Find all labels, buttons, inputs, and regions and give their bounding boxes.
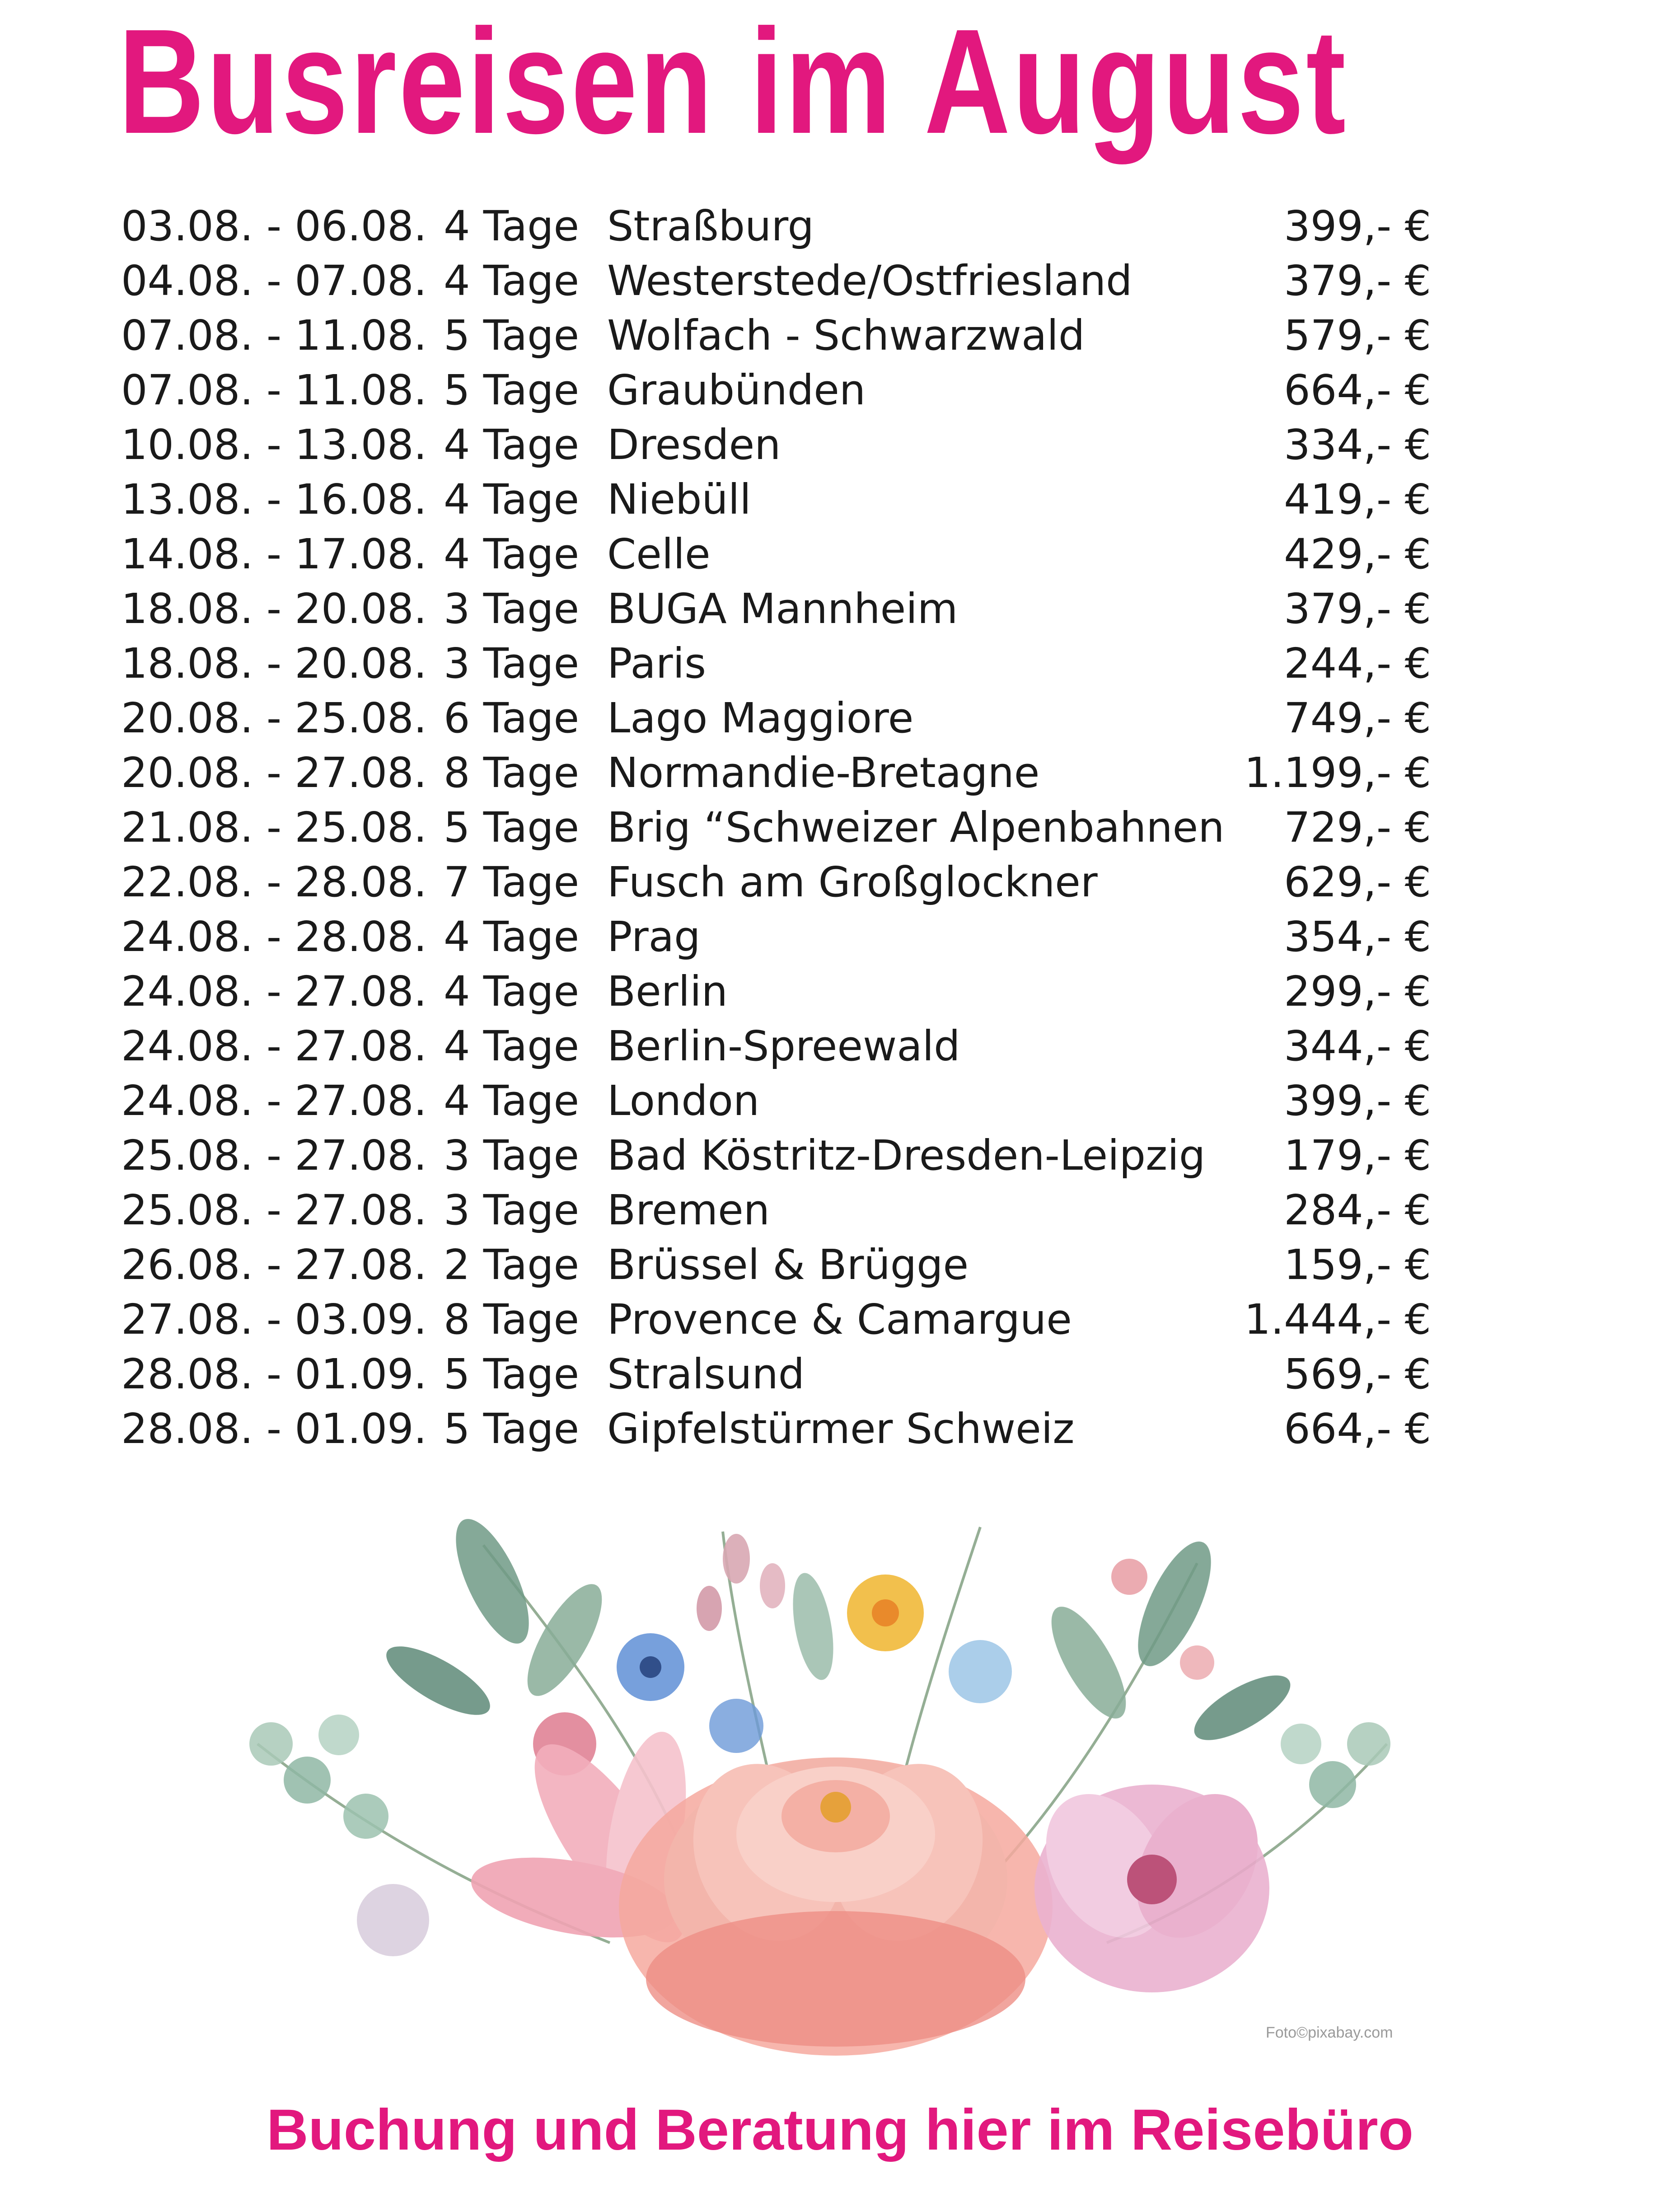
trip-price: 399,- € [1284, 1077, 1431, 1125]
trip-price: 379,- € [1284, 585, 1431, 633]
trip-duration: 4 Tage [444, 257, 580, 305]
trip-destination: BUGA Mannheim [607, 585, 958, 633]
trip-duration: 3 Tage [444, 1131, 580, 1180]
trip-duration: 4 Tage [444, 1077, 580, 1125]
trip-price: 1.444,- € [1244, 1295, 1431, 1344]
trip-price: 419,- € [1284, 475, 1431, 524]
trip-price: 299,- € [1284, 967, 1431, 1016]
trip-row [121, 527, 1431, 581]
trip-destination: Prag [607, 913, 701, 961]
trip-dates: 13.08. - 16.08. [121, 475, 427, 524]
trip-row [121, 1237, 1431, 1292]
trip-price: 664,- € [1284, 366, 1431, 414]
trip-destination: Bad Köstritz-Dresden-Leipzig [607, 1131, 1206, 1180]
trip-price: 379,- € [1284, 257, 1431, 305]
trip-dates: 07.08. - 11.08. [121, 311, 427, 360]
trip-row [121, 1292, 1431, 1347]
trip-destination: Paris [607, 639, 707, 688]
trip-dates: 24.08. - 27.08. [121, 967, 427, 1016]
trip-destination: Brig “Schweizer Alpenbahnen [607, 803, 1225, 852]
trip-duration: 4 Tage [444, 967, 580, 1016]
trip-dates: 27.08. - 03.09. [121, 1295, 427, 1344]
trip-duration: 5 Tage [444, 803, 580, 852]
trip-price: 284,- € [1284, 1186, 1431, 1234]
trip-destination: Straßburg [607, 202, 814, 250]
trip-dates: 04.08. - 07.08. [121, 257, 427, 305]
trip-duration: 4 Tage [444, 1022, 580, 1070]
trip-price: 159,- € [1284, 1241, 1431, 1289]
trip-row [121, 1347, 1431, 1401]
trip-destination: Normandie-Bretagne [607, 749, 1040, 797]
trip-list [121, 199, 1431, 1456]
trip-destination: Dresden [607, 421, 781, 469]
trip-dates: 20.08. - 27.08. [121, 749, 427, 797]
trip-row [121, 1183, 1431, 1237]
trip-destination: Provence & Camargue [607, 1295, 1072, 1344]
trip-row [121, 855, 1431, 909]
trip-row [121, 1128, 1431, 1183]
trip-price: 344,- € [1284, 1022, 1431, 1070]
trip-row [121, 472, 1431, 527]
trip-duration: 8 Tage [444, 749, 580, 797]
trip-destination: Westerstede/Ostfriesland [607, 257, 1132, 305]
trip-row [121, 909, 1431, 964]
trip-destination: Bremen [607, 1186, 770, 1234]
trip-duration: 5 Tage [444, 1350, 580, 1398]
trip-dates: 21.08. - 25.08. [121, 803, 427, 852]
trip-dates: 22.08. - 28.08. [121, 858, 427, 906]
trip-row [121, 363, 1431, 417]
trip-price: 429,- € [1284, 530, 1431, 578]
trip-dates: 28.08. - 01.09. [121, 1350, 427, 1398]
trip-destination: Gipfelstürmer Schweiz [607, 1405, 1075, 1453]
trip-row [121, 964, 1431, 1019]
trip-price: 354,- € [1284, 913, 1431, 961]
trip-dates: 28.08. - 01.09. [121, 1405, 427, 1453]
trip-duration: 5 Tage [444, 366, 580, 414]
trip-dates: 14.08. - 17.08. [121, 530, 427, 578]
trip-price: 179,- € [1284, 1131, 1431, 1180]
trip-duration: 5 Tage [444, 311, 580, 360]
trip-row [121, 1019, 1431, 1073]
trip-duration: 4 Tage [444, 202, 580, 250]
trip-price: 1.199,- € [1244, 749, 1431, 797]
trip-destination: Brüssel & Brügge [607, 1241, 969, 1289]
trip-row [121, 1401, 1431, 1456]
trip-price: 629,- € [1284, 858, 1431, 906]
trip-duration: 3 Tage [444, 639, 580, 688]
trip-duration: 3 Tage [444, 585, 580, 633]
trip-destination: Stralsund [607, 1350, 805, 1398]
trip-destination: Wolfach - Schwarzwald [607, 311, 1085, 360]
trip-dates: 25.08. - 27.08. [121, 1186, 427, 1234]
trip-duration: 6 Tage [444, 694, 580, 742]
trip-dates: 24.08. - 27.08. [121, 1022, 427, 1070]
trip-row [121, 253, 1431, 308]
trip-duration: 8 Tage [444, 1295, 580, 1344]
trip-duration: 2 Tage [444, 1241, 580, 1289]
trip-destination: Berlin-Spreewald [607, 1022, 960, 1070]
trip-duration: 4 Tage [444, 913, 580, 961]
trip-destination: Fusch am Großglockner [607, 858, 1098, 906]
trip-dates: 26.08. - 27.08. [121, 1241, 427, 1289]
trip-destination: Celle [607, 530, 711, 578]
trip-destination: Berlin [607, 967, 728, 1016]
trip-destination: Lago Maggiore [607, 694, 914, 742]
trip-dates: 24.08. - 28.08. [121, 913, 427, 961]
trip-destination: Niebüll [607, 475, 751, 524]
trip-row [121, 581, 1431, 636]
trip-row [121, 636, 1431, 691]
trip-price: 579,- € [1284, 311, 1431, 360]
photo-credit: Foto©pixabay.com [1266, 2024, 1393, 2041]
trip-dates: 07.08. - 11.08. [121, 366, 427, 414]
trip-row [121, 417, 1431, 472]
trip-row [121, 745, 1431, 800]
trip-dates: 18.08. - 20.08. [121, 639, 427, 688]
trip-price: 749,- € [1284, 694, 1431, 742]
trip-duration: 4 Tage [444, 475, 580, 524]
trip-row [121, 1073, 1431, 1128]
trip-row [121, 800, 1431, 855]
trip-dates: 10.08. - 13.08. [121, 421, 427, 469]
page-title: Busreisen im August [118, 0, 1348, 164]
flower-bouquet-illustration [203, 1491, 1432, 2092]
trip-dates: 03.08. - 06.08. [121, 202, 427, 250]
trip-price: 664,- € [1284, 1405, 1431, 1453]
trip-dates: 24.08. - 27.08. [121, 1077, 427, 1125]
trip-price: 334,- € [1284, 421, 1431, 469]
trip-price: 569,- € [1284, 1350, 1431, 1398]
trip-price: 399,- € [1284, 202, 1431, 250]
trip-dates: 25.08. - 27.08. [121, 1131, 427, 1180]
trip-row [121, 691, 1431, 745]
trip-row [121, 308, 1431, 363]
trip-destination: Graubünden [607, 366, 866, 414]
trip-price: 729,- € [1284, 803, 1431, 852]
trip-price: 244,- € [1284, 639, 1431, 688]
trip-duration: 3 Tage [444, 1186, 580, 1234]
trip-dates: 20.08. - 25.08. [121, 694, 427, 742]
trip-duration: 7 Tage [444, 858, 580, 906]
booking-note: Buchung und Beratung hier im Reisebüro [267, 2098, 1413, 2162]
trip-duration: 5 Tage [444, 1405, 580, 1453]
trip-row [121, 199, 1431, 253]
trip-duration: 4 Tage [444, 530, 580, 578]
trip-duration: 4 Tage [444, 421, 580, 469]
trip-dates: 18.08. - 20.08. [121, 585, 427, 633]
trip-destination: London [607, 1077, 760, 1125]
